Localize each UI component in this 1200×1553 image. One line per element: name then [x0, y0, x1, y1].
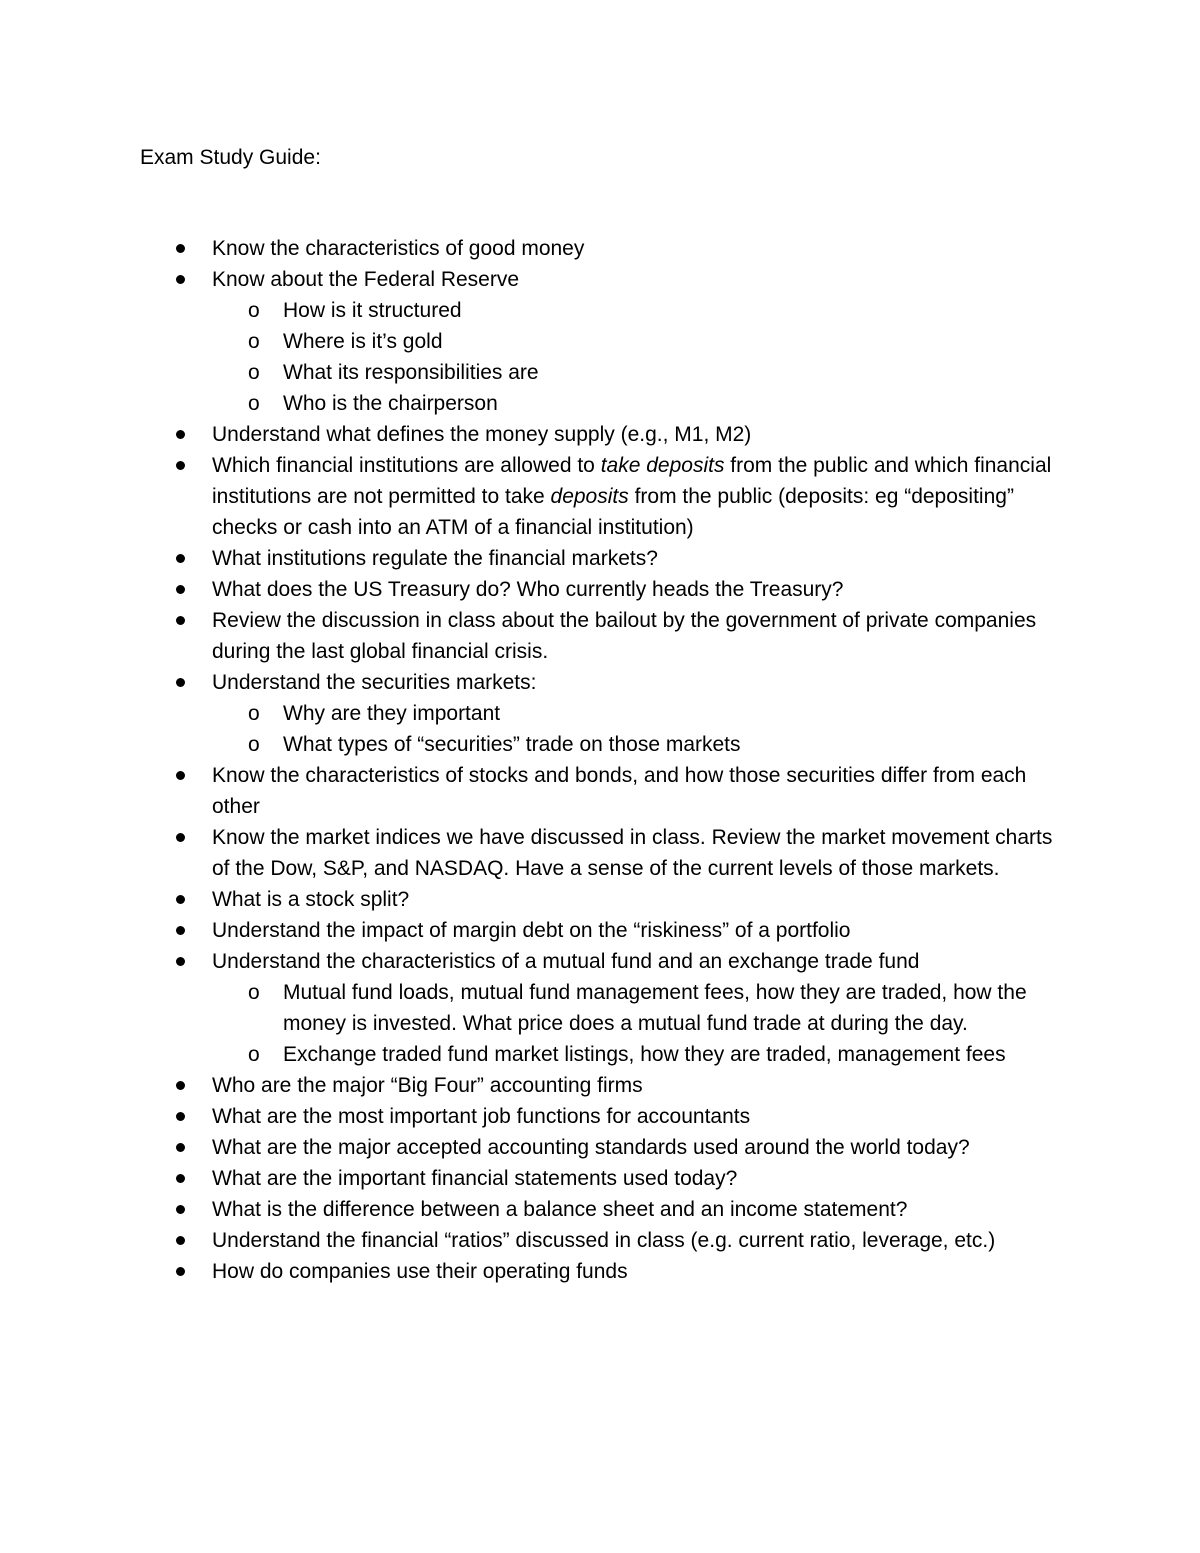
list-item — [0, 450, 1072, 543]
list-item-text: What is a stock split? — [212, 888, 410, 911]
list-item-text: Understand the characteristics of a mutual fund and an exchange trade fund — [212, 950, 920, 973]
list-item-text: What its responsibilities are — [283, 361, 539, 384]
italic-text: take deposits — [600, 454, 725, 477]
hollow-bullet-marker: o — [248, 981, 260, 1004]
italic-text: deposits — [550, 485, 629, 508]
sub-list-item — [0, 388, 1073, 419]
list-item-text: Understand what defines the money supply (e.g., M1, M2) — [212, 423, 752, 446]
bullet-marker — [176, 430, 185, 439]
bullet-marker — [176, 1112, 185, 1121]
list-item — [0, 1163, 1072, 1194]
list-item-text: Know about the Federal Reserve — [212, 268, 520, 291]
sub-list-item — [0, 295, 1073, 326]
list-item-text: Understand the securities markets: — [212, 671, 537, 694]
sub-list-item — [0, 698, 1073, 729]
hollow-bullet-marker: o — [248, 330, 260, 353]
list-item-text: Who are the major “Big Four” accounting firms — [212, 1074, 643, 1097]
bullet-marker — [176, 833, 185, 842]
hollow-bullet-marker: o — [248, 361, 260, 384]
list-item — [0, 1256, 1072, 1287]
list-item-text — [212, 454, 1051, 539]
list-item — [0, 915, 1072, 946]
list-item — [0, 667, 1072, 698]
bullet-marker — [176, 678, 185, 687]
list-item-text: What is the difference between a balance sheet and an income statement? — [212, 1198, 908, 1221]
list-item-text: Mutual fund loads, mutual fund management fees, how they are traded, how the money is invested. What price does a mutual fund trade at during the day. — [283, 981, 1027, 1035]
bullet-marker — [176, 244, 185, 253]
list-item — [0, 574, 1072, 605]
list-item — [0, 1101, 1072, 1132]
hollow-bullet-marker: o — [248, 702, 260, 725]
list-item-text: What are the major accepted accounting standards used around the world today? — [212, 1136, 970, 1159]
list-item — [0, 1070, 1072, 1101]
hollow-bullet-marker: o — [248, 299, 260, 322]
list-item-text: Where is it’s gold — [283, 330, 443, 353]
list-item-text: Why are they important — [283, 702, 501, 725]
list-item-text: What institutions regulate the financial markets? — [212, 547, 658, 570]
bullet-marker — [176, 1205, 185, 1214]
hollow-bullet-marker: o — [248, 733, 260, 756]
sub-list-item — [0, 977, 1073, 1039]
text-run: from the public (deposits: eg “depositing” checks or cash into an ATM of a financial institution) — [212, 485, 1014, 539]
text-run: from the public and which financial institutions are not permitted to take — [212, 454, 1052, 508]
sub-list-item — [0, 326, 1073, 357]
bullet-marker — [176, 275, 185, 284]
study-guide-list — [0, 233, 1200, 1287]
list-item-text: Review the discussion in class about the bailout by the government of private companies during the last global financial crisis. — [212, 609, 1037, 663]
list-item — [0, 884, 1072, 915]
bullet-marker — [176, 895, 185, 904]
list-item-text: What are the important financial statements used today? — [212, 1167, 738, 1190]
list-item-text: How is it structured — [283, 299, 462, 322]
document-title: Exam Study Guide: — [140, 146, 321, 169]
list-item-text: How do companies use their operating funds — [212, 1260, 628, 1283]
list-item — [0, 233, 1072, 264]
hollow-bullet-marker: o — [248, 1043, 260, 1066]
sub-list-item — [0, 729, 1073, 760]
sub-list-item — [0, 357, 1073, 388]
bullet-marker — [176, 1143, 185, 1152]
bullet-marker — [176, 1081, 185, 1090]
bullet-marker — [176, 461, 185, 470]
list-item-text: Who is the chairperson — [283, 392, 498, 415]
list-item-text: Know the market indices we have discussed in class. Review the market movement charts of the Dow, S&P, and NASDAQ. Have a sense of the current levels of those markets. — [212, 826, 1053, 880]
list-item — [0, 822, 1072, 884]
list-item — [0, 264, 1072, 295]
list-item — [0, 605, 1072, 667]
sub-list-item — [0, 1039, 1073, 1070]
list-item — [0, 1194, 1072, 1225]
list-item-text: What types of “securities” trade on those markets — [283, 733, 741, 756]
list-item — [0, 419, 1072, 450]
bullet-marker — [176, 585, 185, 594]
bullet-marker — [176, 957, 185, 966]
bullet-marker — [176, 616, 185, 625]
bullet-marker — [176, 926, 185, 935]
list-item — [0, 543, 1072, 574]
bullet-marker — [176, 554, 185, 563]
bullet-marker — [176, 771, 185, 780]
list-item — [0, 1132, 1072, 1163]
bullet-marker — [176, 1236, 185, 1245]
list-item-text: What does the US Treasury do? Who currently heads the Treasury? — [212, 578, 844, 601]
list-item — [0, 946, 1072, 977]
list-item-text: Understand the financial “ratios” discussed in class (e.g. current ratio, leverage, etc.) — [212, 1229, 996, 1252]
list-item-text: What are the most important job functions for accountants — [212, 1105, 751, 1128]
list-item-text: Know the characteristics of good money — [212, 237, 585, 260]
bullet-marker — [176, 1267, 185, 1276]
list-item-text: Know the characteristics of stocks and bonds, and how those securities differ from each other — [212, 764, 1027, 818]
bullet-marker — [176, 1174, 185, 1183]
list-item — [0, 760, 1072, 822]
hollow-bullet-marker: o — [248, 392, 260, 415]
list-item — [0, 1225, 1072, 1256]
list-item-text: Understand the impact of margin debt on the “riskiness” of a portfolio — [212, 919, 851, 942]
text-run: Which financial institutions are allowed to — [212, 454, 601, 477]
list-item-text: Exchange traded fund market listings, how they are traded, management fees — [283, 1043, 1006, 1066]
